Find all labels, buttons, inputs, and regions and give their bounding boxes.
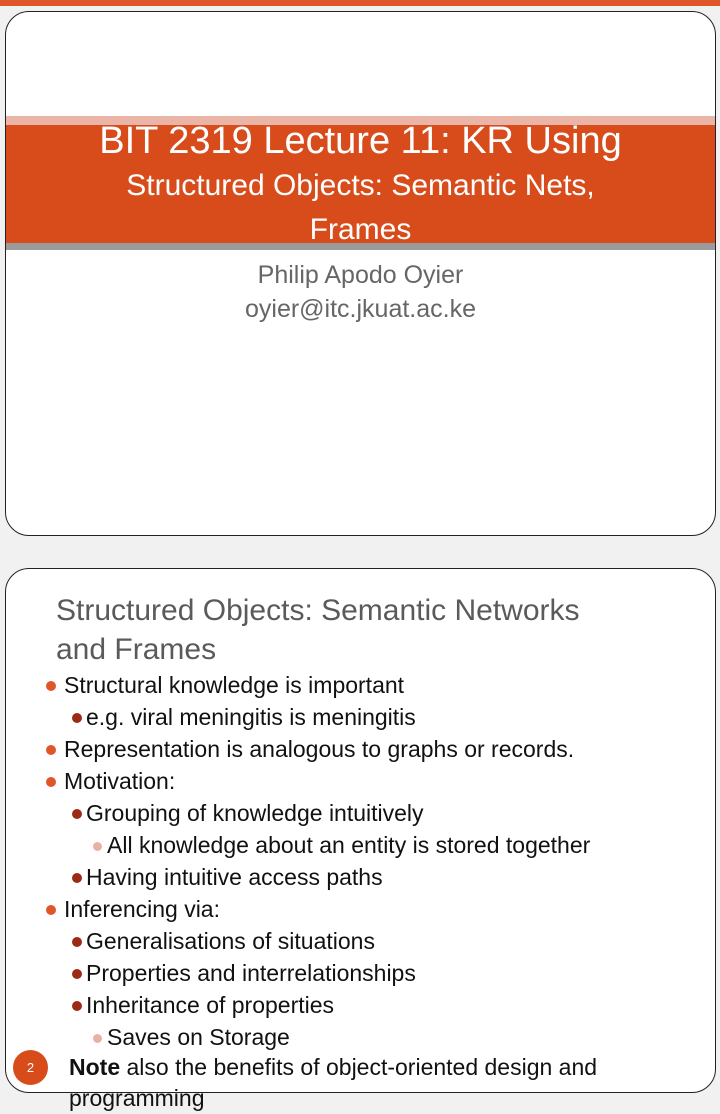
slide-1[interactable] bbox=[5, 11, 716, 536]
bullet-dot-icon bbox=[72, 1001, 82, 1011]
author-email: oyier@itc.jkuat.ac.ke bbox=[244, 295, 477, 323]
bullet-text: All knowledge about an entity is stored together bbox=[107, 832, 591, 858]
bullet-item bbox=[6, 701, 715, 733]
slide-title-line-2: Structured Objects: Semantic Nets, bbox=[126, 169, 595, 202]
bullet-dot-icon bbox=[72, 937, 82, 947]
bullet-dot-icon bbox=[93, 842, 102, 851]
bullet-text: Inheritance of properties bbox=[86, 992, 335, 1018]
bullet-dot-icon bbox=[46, 777, 56, 787]
bullet-text: Grouping of knowledge intuitively bbox=[86, 800, 424, 826]
bullet-dot-icon bbox=[72, 969, 82, 979]
bullet-item bbox=[6, 765, 715, 797]
bullet-item bbox=[6, 797, 715, 829]
bullet-dot-icon bbox=[46, 745, 56, 755]
page-number-badge: 2 bbox=[13, 1050, 48, 1085]
slide-title-line-2: and Frames bbox=[56, 633, 217, 666]
author-name: Philip Apodo Oyier bbox=[257, 261, 464, 289]
bullet-text: Structural knowledge is important bbox=[64, 672, 405, 698]
bullet-text: e.g. viral meningitis is meningitis bbox=[86, 704, 416, 730]
bullet-item bbox=[6, 861, 715, 893]
bullet-item bbox=[6, 1021, 715, 1053]
note-label: Note bbox=[69, 1054, 121, 1080]
slide-title-line-1: BIT 2319 Lecture 11: KR Using bbox=[99, 120, 622, 162]
bullet-text: Properties and interrelationships bbox=[86, 960, 416, 986]
bullet-item bbox=[6, 893, 715, 925]
slide-title bbox=[6, 116, 715, 252]
bullet-text: Having intuitive access paths bbox=[86, 864, 383, 890]
bullet-dot-icon bbox=[72, 713, 82, 723]
bullet-dot-icon bbox=[72, 809, 82, 819]
slide-2[interactable] bbox=[5, 568, 716, 1111]
note-body: also the benefits of object-oriented design and programming bbox=[69, 1054, 598, 1111]
slide-title bbox=[56, 591, 696, 669]
bullet-text: Saves on Storage bbox=[107, 1024, 290, 1050]
bullet-list bbox=[6, 669, 715, 1053]
slide-subtitle bbox=[6, 258, 715, 326]
bullet-item bbox=[6, 989, 715, 1021]
bullet-dot-icon bbox=[46, 905, 56, 915]
bullet-text: Motivation: bbox=[64, 768, 176, 794]
slide-title-line-1: Structured Objects: Semantic Networks bbox=[56, 594, 580, 627]
bullet-text: Generalisations of situations bbox=[86, 928, 375, 954]
bullet-item bbox=[6, 669, 715, 701]
bullet-item bbox=[6, 925, 715, 957]
bullet-text: Representation is analogous to graphs or records. bbox=[64, 736, 575, 762]
bullet-text: Inferencing via: bbox=[64, 896, 220, 922]
note-text bbox=[69, 1052, 649, 1114]
top-accent-strip bbox=[0, 0, 720, 6]
bullet-item bbox=[6, 957, 715, 989]
bullet-dot-icon bbox=[93, 1034, 102, 1043]
slide-title-line-3: Frames bbox=[309, 213, 412, 246]
bullet-dot-icon bbox=[46, 681, 56, 691]
bullet-item bbox=[6, 829, 715, 861]
bullet-dot-icon bbox=[72, 873, 82, 883]
bullet-item bbox=[6, 733, 715, 765]
